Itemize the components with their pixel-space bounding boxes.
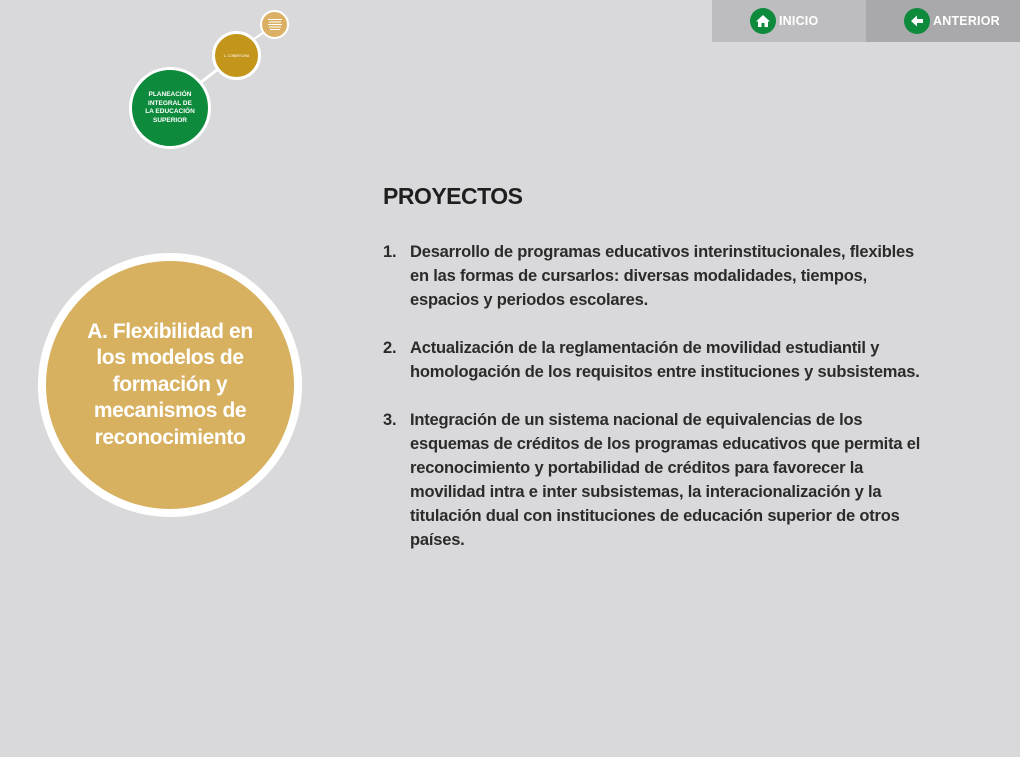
item-text: Desarrollo de programas educativos interinstitucionales, flexibles en las formas de cursarlos: diversas modalidades, tiempos, espacios y periodos escolares.: [410, 243, 914, 309]
list-item: [383, 240, 923, 312]
item-number: 1.: [383, 243, 397, 261]
item-number: 3.: [383, 411, 397, 429]
breadcrumb-sub-bubble[interactable]: [212, 31, 261, 80]
home-label: INICIO: [779, 14, 819, 28]
breadcrumb-main-bubble[interactable]: [129, 67, 211, 149]
item-text: Integración de un sistema nacional de equivalencias de los esquemas de créditos de los programas educativos que permita el reconocimiento y portabilidad de créditos para favorecer la movilidad intra e inter subsistemas, la interacionalización y la titulación dual con instituciones de educación superior de otros países.: [410, 411, 921, 549]
breadcrumb-main-label: PLANEACIÓN INTEGRAL DE LA EDUCACIÓN SUPERIOR: [145, 91, 195, 124]
topic-title: A. Flexibilidad en los modelos de formación y mecanismos de reconocimiento: [87, 319, 253, 449]
breadcrumb-sub-label: 1. COBERTURA: [223, 53, 250, 58]
list-item: [383, 408, 923, 552]
item-number: 2.: [383, 339, 397, 357]
projects-heading: PROYECTOS: [383, 183, 523, 209]
back-label: ANTERIOR: [933, 14, 1000, 28]
projects-list: [383, 240, 923, 576]
list-item: [383, 336, 923, 384]
text-lines-icon: [268, 19, 282, 31]
breadcrumb-current-bubble[interactable]: [260, 10, 289, 39]
topic-circle: [38, 253, 302, 517]
item-text: Actualización de la reglamentación de movilidad estudiantil y homologación de los requisitos entre instituciones y subsistemas.: [410, 339, 920, 381]
